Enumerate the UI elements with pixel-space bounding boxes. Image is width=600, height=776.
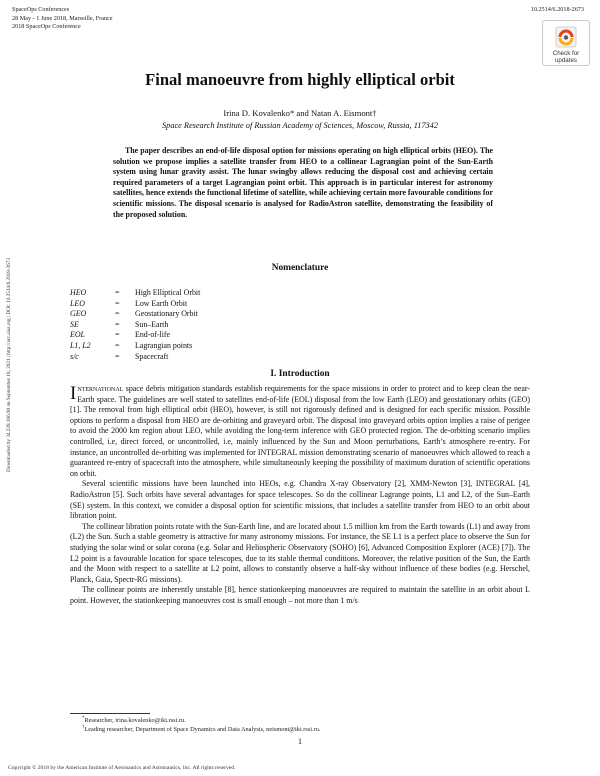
conference-line: 28 May - 1 June 2018, Marseille, France bbox=[12, 14, 113, 22]
nomenclature-row bbox=[70, 330, 200, 341]
footnote-text: Researcher, irina.kovalenko@iki.rssi.ru. bbox=[84, 717, 186, 725]
footnote-rule bbox=[70, 713, 150, 714]
nomenclature-equals: = bbox=[115, 330, 120, 340]
doi-link[interactable]: 10.2514/6.2018-2673 bbox=[530, 6, 584, 13]
nomenclature-equals: = bbox=[115, 340, 120, 350]
conference-line: SpaceOps Conferences bbox=[12, 6, 70, 13]
nomenclature-meaning: Geostationary Orbit bbox=[135, 309, 198, 319]
paper-title: Final manoeuvre from highly elliptical orbit bbox=[145, 70, 455, 89]
nomenclature-row bbox=[70, 299, 200, 310]
small-caps-word: nternational bbox=[77, 384, 124, 393]
nomenclature-symbol: HEO bbox=[70, 288, 87, 297]
page-number: 1 bbox=[298, 737, 302, 746]
badge-line-1: Check for bbox=[552, 50, 580, 57]
conference-header bbox=[12, 6, 113, 32]
intro-paragraph-3: The collinear libration points rotate with the Sun-Earth line, and are located about 1.5 million km from the Earth towards (L1) and away from (L2) the Sun. Such a stable geometry is attractive for many astronomy missions. For instance, the SE L1 is a perfect place to observe the Sun for studying the solar wind or solar corona (e.g. Solar and Heliospheric Observatory (SOHO) [6], Advanced Composition Explorer (ACE) [7]). The L2 point is a favourable location for space telescopes, due to its stable thermal conditions. Moreover, the relative position of the Sun, the Earth and the Moon with respect to a satellite at L2 point, allows to constantly observe a half-sky without influence of these bodies (e.g. Herschel, Planck, Gaia, Spectr-RG missions). bbox=[70, 521, 530, 584]
download-note: Downloaded by 34.228.166.90 on September 18, 2021 | http://arc.aiaa.org | DOI: 10.2514/6.2018-2673 bbox=[6, 258, 12, 472]
footnote bbox=[82, 725, 320, 733]
intro-paragraph-2: Several scientific missions have been launched into HEOs, e.g. Chandra X-ray Observatory [2], XMM-Newton [3], INTEGRAL [4], RadioAstron [5]. Such orbits have several advantages for space telescopes. So do the collinear Lagrange points, L1 and L2, of the Sun–Earth (SE) system. In this context, we consider a disposal option for scientific missions, that includes a satellite transfer from HEO to an orbit about libration point. bbox=[70, 479, 530, 521]
nomenclature-symbol: EOL bbox=[70, 330, 85, 340]
nomenclature-meaning: High Elliptical Orbit bbox=[135, 288, 201, 297]
nomenclature-symbol: LEO bbox=[70, 298, 85, 308]
nomenclature-row bbox=[70, 309, 200, 320]
footnote-mark: * bbox=[82, 716, 85, 721]
nomenclature-heading: Nomenclature bbox=[271, 263, 329, 273]
nomenclature-symbol: s/c bbox=[70, 351, 79, 361]
nomenclature-meaning: Low Earth Orbit bbox=[135, 298, 188, 308]
check-for-updates-icon bbox=[553, 25, 579, 49]
paper-authors: Irina D. Kovalenko* and Natan A. Eismont† bbox=[223, 108, 377, 118]
nomenclature-symbol: L1, L2 bbox=[70, 340, 91, 350]
nomenclature-equals: = bbox=[115, 288, 120, 297]
download-sidebar bbox=[4, 200, 14, 530]
abstract: The paper describes an end-of-life disposal option for missions operating on high elliptical orbits (HEO). The solution we propose implies a satellite transfer from HEO to a collinear Lagrangian point of the Sun-Earth system using lunar gravity assist. The lunar swingby allows reducing the disposal cost and achieving certain required parameters of a target Lagrangian point orbit. This approach is in particular interest for astronomy satellites, hence extends the functional lifetime of satellite, while achieving certain more favourable conditions for scientific missions. The disposal scenario is analysed for RadioAstron satellite, demonstrating the feasibility of the proposed solution. bbox=[113, 146, 493, 219]
introduction-heading: I. Introduction bbox=[270, 369, 330, 379]
nomenclature-meaning: Sun–Earth bbox=[135, 319, 169, 329]
intro-paragraph-4: The collinear points are inherently unstable [8], hence stationkeeping manoeuvres are required to maintain the satellite in an orbit about L point. However, the stationkeeping manoeuvres cost is small enough – not more than 1 m/s bbox=[70, 585, 530, 605]
badge-line-2: updates bbox=[554, 57, 578, 64]
introduction-body bbox=[70, 384, 530, 606]
copyright-notice: Copyright © 2018 by the American Institute of Aeronautics and Astronautics, Inc. All rights reserved. bbox=[8, 765, 236, 771]
nomenclature-list bbox=[70, 288, 200, 362]
paper-affiliation: Space Research Institute of Russian Academy of Sciences, Moscow, Russia, 117342 bbox=[162, 121, 438, 130]
nomenclature-row bbox=[70, 352, 200, 363]
nomenclature-row bbox=[70, 288, 200, 299]
nomenclature-equals: = bbox=[115, 309, 120, 319]
intro-paragraph-1-text: space debris mitigation standards establish requirements for the space missions in order to protect and to keep clean the near-Earth space. The guidelines are well stated to satellites end-of-life (EOL) disposal from the low Earth (LEO) and geostationary orbits (GEO) [1]. The removal from high elliptical orbit (HEO), however, is still not rigorously defined and is designed for each specific mission. Possible options to perform a disposal from HEO are de-orbiting and graveyard orbit. The disposal into graveyard orbits option implies a raise of perigee to avoid the 2000 km region about LEO, while avoiding the long-term inference with GEO protected region. The de-orbiting scenario implies controlled, i.e, direct forced, or uncontrolled, i.e, mainly influenced by the Sun and Moon perturbations, Earth’s atmosphere re-entry. For instance, an uncontrolled de-orbiting was implemented for INTEGRAL mission demonstrating scenario of manoeuvres which allowed to reach a guaranteed re-entry of spacecraft into the atmosphere, while simultaneously keeping the possibility of maximum duration of scientific operations on orbit. bbox=[70, 384, 530, 478]
intro-paragraph-1 bbox=[70, 384, 530, 479]
nomenclature-meaning: End-of-life bbox=[135, 330, 171, 340]
drop-cap: I bbox=[70, 383, 77, 404]
nomenclature-equals: = bbox=[115, 319, 120, 329]
nomenclature-symbol: GEO bbox=[70, 309, 87, 319]
footnote-text: Leading researcher, Department of Space Dynamics and Data Analysis, neismont@iki.rssi.ru. bbox=[84, 726, 321, 734]
nomenclature-meaning: Spacecraft bbox=[135, 351, 169, 361]
nomenclature-row bbox=[70, 320, 200, 331]
nomenclature-meaning: Lagrangian points bbox=[135, 340, 193, 350]
nomenclature-row bbox=[70, 341, 200, 352]
footnote-mark: † bbox=[82, 725, 85, 730]
nomenclature-symbol: SE bbox=[70, 319, 79, 329]
nomenclature-equals: = bbox=[115, 298, 120, 308]
check-for-updates-badge[interactable] bbox=[542, 20, 590, 66]
footnote bbox=[82, 716, 186, 724]
conference-line: 2018 SpaceOps Conference bbox=[12, 23, 81, 31]
nomenclature-equals: = bbox=[115, 351, 120, 361]
